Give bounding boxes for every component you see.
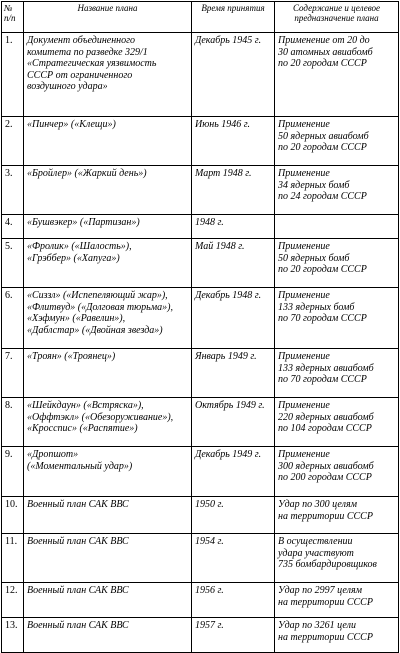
plan-content [275,618,399,653]
plan-date: Октябрь 1949 г. [192,398,275,447]
plan-content-line: на территории СССР [278,510,373,522]
header-num: № п/п [2,2,24,33]
plan-name-line: «Шейкдаун» («Встряска»), [27,400,144,411]
row-number: 13. [2,618,24,653]
plan-name [24,288,192,349]
plan-date: Декабрь 1945 г. [192,33,275,117]
plan-name-line: «Хэфмун» («Равелин»), [27,313,126,324]
plan-name [24,398,192,447]
plan-content-line: по 20 городам СССР [278,58,367,69]
row-number: 12. [2,583,24,618]
plan-name-line: «Бройлер» («Жаркий день») [27,168,147,179]
table-row [2,497,399,534]
plan-name [24,166,192,215]
plan-date: 1957 г. [192,618,275,653]
plan-content-line: на территории СССР [278,596,373,608]
plan-name-line: «Кросспис» («Распятие») [27,423,138,434]
row-number: 3. [2,166,24,215]
row-number: 2. [2,117,24,166]
plan-content-line: по 20 городам СССР [278,264,367,275]
plan-name-line: «Троян» («Троянец») [27,351,116,362]
plan-date: Январь 1949 г. [192,349,275,398]
row-number: 4. [2,215,24,239]
plan-name-line: «Пинчер» («Клещи») [27,119,116,130]
plan-content [275,117,399,166]
table-row [2,239,399,288]
plan-content-line: Применение [278,168,330,179]
plan-content [275,239,399,288]
plan-content-line: Удар по 300 целям [278,499,357,510]
plan-content-line: 50 ядерных авиабомб [278,130,369,142]
plan-date: Июнь 1946 г. [192,117,275,166]
table-row [2,618,399,653]
plan-name-line: Военный план САК ВВС [27,499,129,510]
table-row [2,534,399,583]
plan-name-line: «Сиззл» («Испепеляющий жар»), [27,290,168,301]
plan-date: 1956 г. [192,583,275,618]
plan-content-line: по 24 городам СССР [278,191,367,202]
plan-content [275,583,399,618]
plan-name [24,583,192,618]
plan-content [275,288,399,349]
plan-name [24,33,192,117]
plan-content-line: 220 ядерных авиабомб [278,411,374,423]
plan-name [24,497,192,534]
table-row [2,215,399,239]
plan-content-line: 133 ядерных бомб [278,301,355,313]
plan-content-line: 34 ядерных бомб [278,179,350,191]
table-row [2,33,399,117]
plan-name [24,215,192,239]
plan-name-line: «Бушвэкер» («Партизан») [27,217,140,228]
row-number: 7. [2,349,24,398]
table-header [2,2,399,33]
plan-content-line: Применение [278,241,330,252]
plan-date: Май 1948 г. [192,239,275,288]
table-row [2,583,399,618]
plan-date: 1948 г. [192,215,275,239]
plan-name-line: «Фролик» («Шалость»), [27,241,132,252]
plan-content-line: Удар по 2997 целям [278,585,362,596]
header-name: Название плана [24,2,192,33]
table-row [2,349,399,398]
row-number: 9. [2,447,24,497]
plan-content-line: по 20 городам СССР [278,142,367,153]
plan-content-line: удара участвуют [278,547,354,559]
plan-content-line: Применение от 20 до [278,35,370,46]
table-row [2,117,399,166]
plan-date: 1954 г. [192,534,275,583]
plan-content-line: Применение [278,400,330,411]
plan-content-line: 735 бомбардировщиков [278,559,377,570]
plan-date: 1950 г. [192,497,275,534]
plan-content-line: Применение [278,351,330,362]
plan-content [275,447,399,497]
plan-content-line: Удар по 3261 цели [278,620,356,631]
row-number: 1. [2,33,24,117]
plan-name [24,618,192,653]
plan-name-line: «Даблстар» («Двойная звезда») [27,324,163,336]
plan-content [275,534,399,583]
table-row [2,166,399,215]
plan-name-line: «Оффтэкл» («Обезоруживание»), [27,411,174,423]
plan-name-line: Военный план САК ВВС [27,536,129,547]
plan-content-line: по 200 городам СССР [278,472,372,483]
row-number: 8. [2,398,24,447]
table-row [2,288,399,349]
plan-name-line: Документ объединенного [27,35,136,46]
plans-table [1,1,399,653]
header-time: Время принятия [192,2,275,33]
plan-date: Декабрь 1948 г. [192,288,275,349]
row-number: 5. [2,239,24,288]
plan-name [24,447,192,497]
table-row [2,398,399,447]
plan-content [275,215,399,239]
plan-content-line: 300 ядерных авиабомб [278,460,374,472]
plan-name-line: Военный план САК ВВС [27,620,129,631]
plan-name [24,239,192,288]
plan-content-line: Применение [278,449,330,460]
plan-date: Март 1948 г. [192,166,275,215]
plan-content [275,497,399,534]
plan-content [275,398,399,447]
plan-content-line: Применение [278,119,330,130]
plan-name-line: «Стратегическая уязвимость [27,58,157,69]
plan-content-line: 133 ядерных авиабомб [278,362,374,374]
row-number: 6. [2,288,24,349]
plan-name-line: Военный план САК ВВС [27,585,129,596]
plan-name-line: СССР от ограниченного [27,69,133,81]
header-content: Содержание и целевое предназначение плана [275,2,399,33]
plan-name [24,349,192,398]
plan-content-line: Применение [278,290,330,301]
plan-content-line: В осуществлении [278,536,353,547]
plan-name [24,534,192,583]
plan-name-line: «Дропшот» [27,449,79,460]
plan-name-line: комитета по разведке 329/1 [27,46,148,58]
plan-content-line: по 70 городам СССР [278,313,367,324]
plan-content-line: по 70 городам СССР [278,374,367,385]
row-number: 10. [2,497,24,534]
header-row [2,2,399,33]
plan-content-line: по 104 городам СССР [278,423,372,434]
row-number: 11. [2,534,24,583]
plan-date: Декабрь 1949 г. [192,447,275,497]
plan-content [275,349,399,398]
plan-name-line: («Моментальный удар») [27,460,133,472]
plan-content-line: 50 ядерных бомб [278,252,350,264]
plan-content-line: 30 атомных авиабомб [278,46,373,58]
plan-content [275,166,399,215]
plan-name [24,117,192,166]
plan-name-line: воздушного удара» [27,81,108,92]
plan-content [275,33,399,117]
table-row [2,447,399,497]
plan-content-line: на территории СССР [278,631,373,643]
plan-name-line: «Грэббер» («Хапуга») [27,252,120,264]
table-body [2,33,399,653]
plan-name-line: «Флитвуд» («Долговая тюрьма»), [27,301,173,313]
